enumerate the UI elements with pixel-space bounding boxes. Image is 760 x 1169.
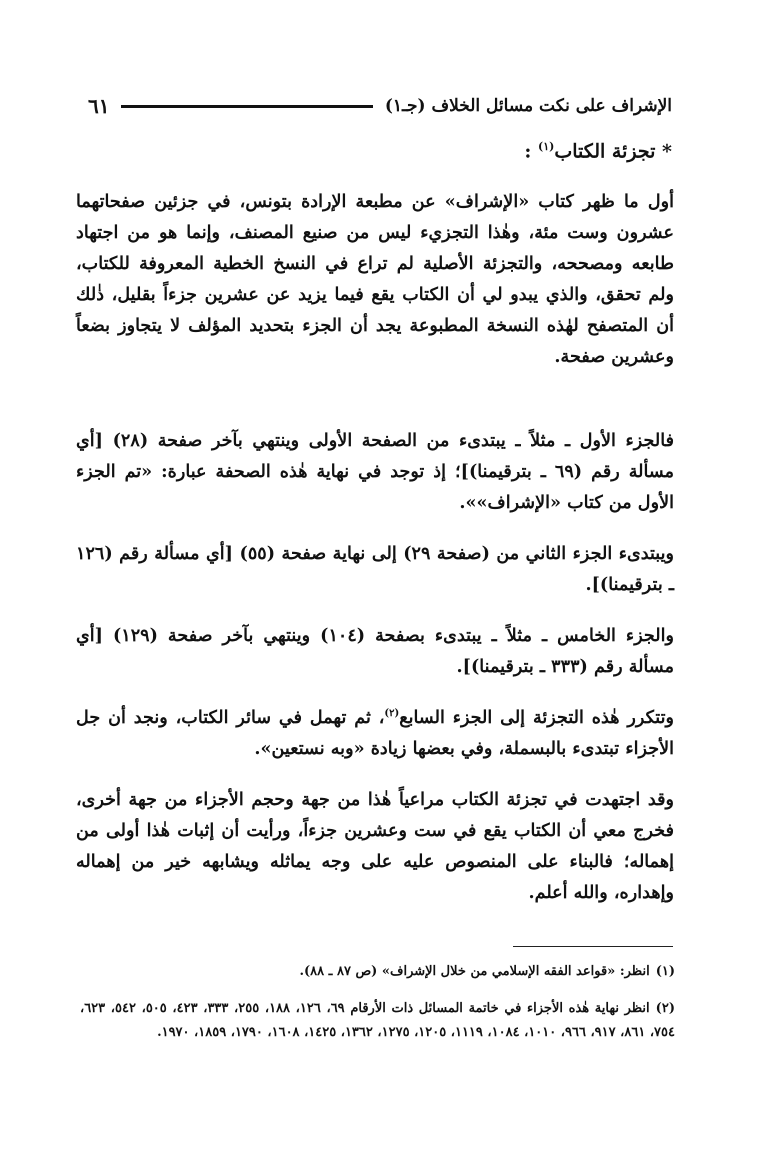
paragraph-3: ويبتدىء الجزء الثاني من (صفحة ٢٩) إلى نهاية صفحة (٥٥) [أي مسألة رقم (١٢٦ ـ بترقيمنا)].: [76, 543, 674, 595]
footnote-2-mark: (٢): [655, 1001, 675, 1016]
paragraph-1: أول ما ظهر كتاب «الإشراف» عن مطبعة الإرادة بتونس، في جزئين صفحاتهما عشرون وست مئة، وهٰذا التجزيء ليس من صنيع المصنف، وإنما هو من اجتهاد طابعه ومصححه، والتجزئة الأصلية لم تراع في النسخ الخطية المعروفة للكتاب، ولم تحقق، والذي يبدو لي أن الكتاب يقع فيما يزيد عن عشرين جزءاً بقليل، ذٰلك أن المتصفح لهٰذه النسخة المطبوعة يجد أن الجزء بتحديد المؤلف لا يتجاوز بضعاً وعشرين صفحة.: [76, 191, 674, 367]
paragraph-5: [76, 702, 674, 764]
paragraph-5-end: ، ثم تهمل في سائر الكتاب، ونجد أن جل الأجزاء تبتدىء بالبسملة، وفي بعضها زيادة «وبه نستعين».: [76, 707, 674, 759]
running-title: الإشراف على نكت مسائل الخلاف (جـ١): [384, 96, 672, 116]
footnote-1-text: انظر: «قواعد الفقه الإسلامي من خلال الإشراف» (ص ٨٧ ـ ٨٨).: [299, 964, 650, 979]
footnote-1-mark: (١): [655, 964, 675, 979]
footnote-separator: [513, 946, 673, 947]
footnote-ref-2[interactable]: (٢): [384, 708, 400, 720]
heading-footnote-ref[interactable]: (١): [537, 140, 555, 153]
running-header: [88, 93, 672, 119]
page-number: ٦١: [88, 94, 110, 118]
footnote-2-text: انظر نهاية هٰذه الأجزاء في خاتمة المسائل ذات الأرقام ٦٩، ١٢٦، ١٨٨، ٢٥٥، ٣٣٣، ٤٢٣، ٥٠٥، ٥٤٢، ٦٢٣، ٧٥٤، ٨٦١، ٩١٧، ٩٦٦، ١٠١٠، ١٠٨٤، ١١١٩، ١٢٠٥، ١٢٧٥، ١٣٦٢، ١٤٢٥، ١٦٠٨، ١٧٩٠، ١٨٥٩، ١٩٧٠.: [80, 1001, 675, 1040]
section-heading-text: * تجزئة الكتاب: [554, 140, 672, 163]
paragraph-6: وقد اجتهدت في تجزئة الكتاب مراعياً هٰذا من جهة وحجم الأجزاء من جهة أخرى، فخرج معي أن الكتاب يقع في ست وعشرين جزءاً، ورأيت أن إثبات هٰذا أولى من إهماله؛ فالبناء على المنصوص عليه على وجه يماثله ويشابهه خير من إهماله وإهداره، والله أعلم.: [76, 789, 674, 903]
heading-colon: :: [524, 140, 532, 163]
header-rule: [121, 105, 372, 108]
paragraph-2: فالجزء الأول ـ مثلاً ـ يبتدىء من الصفحة الأولى وينتهي بآخر صفحة (٢٨) [أي مسألة رقم (٦٩ ـ بترقيمنا)]؛ إذ توجد في نهاية هٰذه الصحفة عبارة: «تم الجزء الأول من كتاب «الإشراف»».: [76, 430, 674, 513]
footnote-1: [80, 960, 675, 984]
paragraph-5-start: وتتكرر هٰذه التجزئة إلى الجزء السابع: [399, 707, 674, 728]
footnote-2: [80, 997, 675, 1045]
section-heading: [524, 140, 672, 162]
paragraph-4: والجزء الخامس ـ مثلاً ـ يبتدىء بصفحة (١٠٤) وينتهي بآخر صفحة (١٢٩) [أي مسألة رقم (٣٣٣ ـ بترقيمنا)].: [76, 625, 675, 677]
